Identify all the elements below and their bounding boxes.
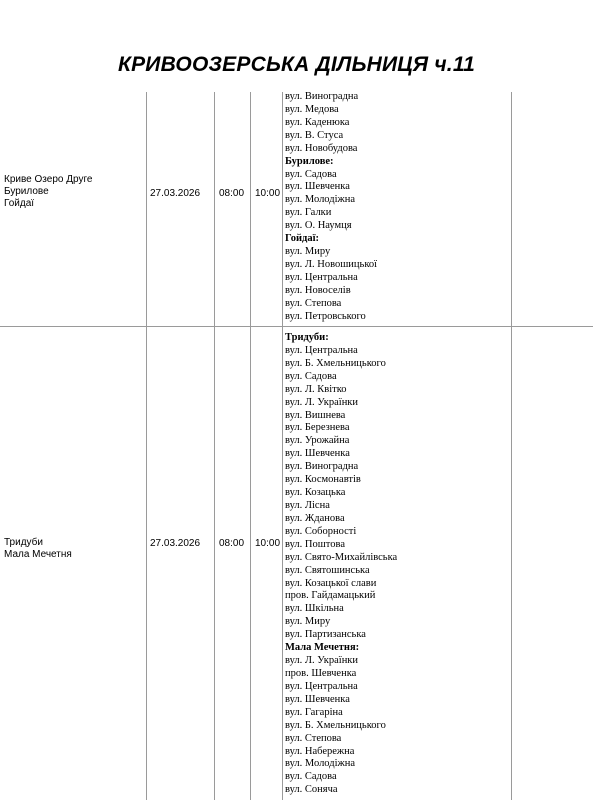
street-item: вул. Соборності <box>285 525 357 537</box>
column-divider <box>214 92 215 800</box>
street-item: вул. Шевченка <box>285 448 350 460</box>
street-item: вул. Центральна <box>285 344 358 356</box>
date-cell: 27.03.2026 <box>150 188 201 199</box>
street-item: вул. Вишнева <box>285 409 346 421</box>
street-item: вул. Садова <box>285 370 337 382</box>
village-heading: Бурилове: <box>285 155 334 167</box>
street-item: вул. В. Стуса <box>285 129 344 141</box>
street-item: вул. Молодіжна <box>285 194 356 206</box>
column-divider <box>511 92 512 800</box>
street-item: вул. Центральна <box>285 680 358 692</box>
street-item: вул. Миру <box>285 246 331 258</box>
locations-cell <box>4 174 92 210</box>
street-item: вул. Л. Квітко <box>285 383 347 395</box>
street-item: вул. Л. Українки <box>285 655 359 667</box>
street-item: вул. Свято-Михайлівська <box>285 551 398 563</box>
street-item: вул. Центральна <box>285 271 358 283</box>
streets-cell <box>285 91 377 324</box>
street-item: вул. Медова <box>285 103 339 115</box>
street-item: вул. Степова <box>285 297 342 309</box>
street-item: вул. Галки <box>285 207 332 219</box>
street-item: вул. Набережна <box>285 745 355 757</box>
street-item: вул. Виноградна <box>285 91 359 102</box>
street-item: вул. Березнева <box>285 422 350 434</box>
locations-cell <box>4 537 72 561</box>
street-item: вул. Садова <box>285 771 337 783</box>
streets-cell <box>285 332 397 797</box>
column-divider <box>146 92 147 800</box>
street-item: вул. Б. Хмельницького <box>285 719 386 731</box>
street-item: вул. Б. Хмельницького <box>285 357 386 369</box>
street-item: вул. Миру <box>285 616 331 628</box>
street-item: вул. Соняча <box>285 784 338 796</box>
street-item: вул. Козацька <box>285 487 346 499</box>
street-item: вул. Степова <box>285 732 342 744</box>
row-divider <box>0 326 593 327</box>
street-item: вул. Жданова <box>285 512 345 524</box>
time-from-cell: 08:00 <box>219 538 245 549</box>
column-divider <box>250 92 251 800</box>
time-to-cell: 10:00 <box>255 188 281 199</box>
street-item: вул. Молодіжна <box>285 758 356 770</box>
street-item: вул. Шевченка <box>285 693 350 705</box>
street-item: вул. О. Наумця <box>285 220 352 232</box>
street-item: пров. Шевченка <box>285 667 357 679</box>
location-name: Тридуби <box>4 537 43 548</box>
street-item: вул. Святошинська <box>285 564 370 576</box>
street-item: вул. Поштова <box>285 538 345 550</box>
location-name: Гойдаї <box>4 198 35 209</box>
village-heading: Мала Мечетня: <box>285 642 360 654</box>
village-heading: Тридуби: <box>285 332 329 343</box>
street-item: пров. Гайдамацький <box>285 590 376 602</box>
time-to-cell: 10:00 <box>255 538 281 549</box>
street-item: вул. Л. Новошицької <box>285 258 378 270</box>
street-item: вул. Шевченка <box>285 181 350 193</box>
street-item: вул. Л. Українки <box>285 396 359 408</box>
street-item: вул. Урожайна <box>285 435 350 447</box>
street-item: вул. Шкільна <box>285 603 344 615</box>
page-title: КРИВООЗЕРСЬКА ДІЛЬНИЦЯ ч.11 <box>117 53 476 76</box>
street-item: вул. Виноградна <box>285 461 359 473</box>
location-name: Мала Мечетня <box>4 549 72 560</box>
time-from-cell: 08:00 <box>219 188 245 199</box>
street-item: вул. Лісна <box>285 499 330 511</box>
location-name: Криве Озеро Друге <box>4 174 93 185</box>
village-heading: Гойдаї: <box>285 233 320 245</box>
column-divider <box>282 92 283 800</box>
street-item: вул. Садова <box>285 168 337 180</box>
street-item: вул. Новобудова <box>285 142 358 154</box>
street-item: вул. Партизанська <box>285 629 366 641</box>
street-item: вул. Козацької слави <box>285 577 377 589</box>
date-cell: 27.03.2026 <box>150 538 201 549</box>
street-item: вул. Петровського <box>285 310 366 322</box>
street-item: вул. Космонавтів <box>285 474 361 486</box>
location-name: Бурилове <box>4 186 49 197</box>
street-item: вул. Гагаріна <box>285 706 343 718</box>
street-item: вул. Новоселів <box>285 284 351 296</box>
street-item: вул. Каденюка <box>285 116 350 128</box>
